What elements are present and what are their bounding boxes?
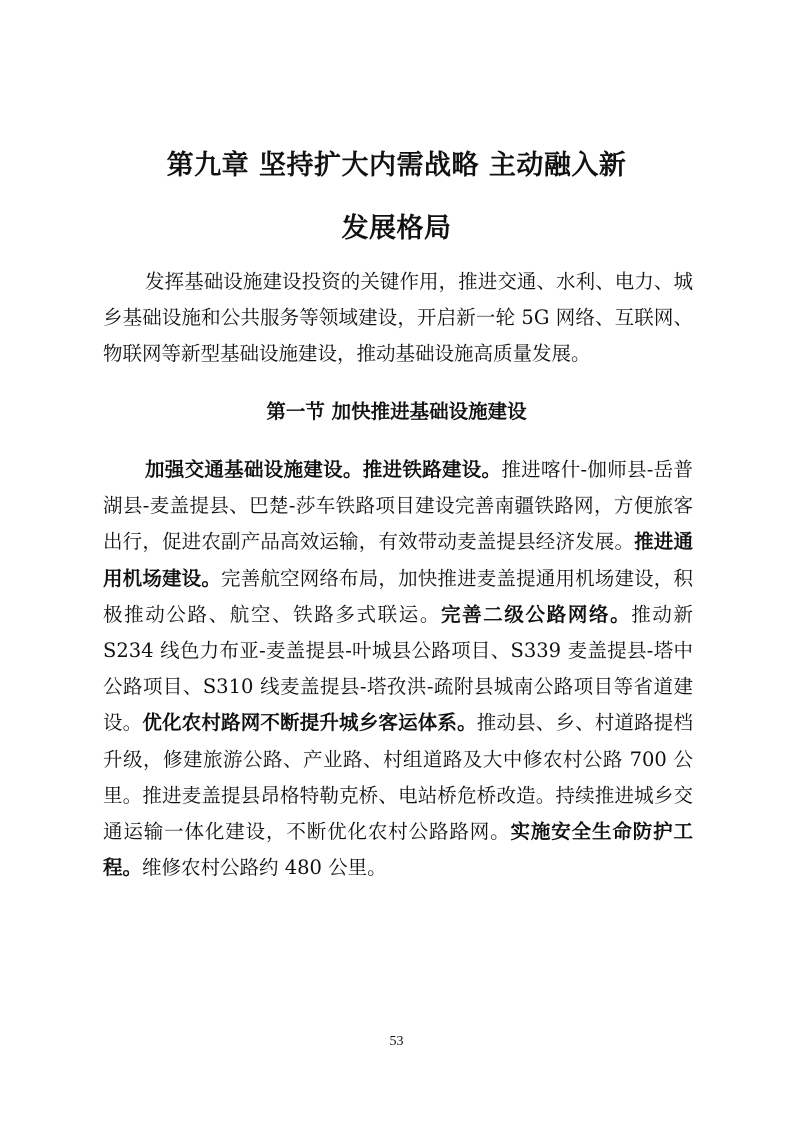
text-airport: 完善航空网络布局，加快推进麦盖提通用机场建设，积极推动公路、航空、铁路多式联运。 (103, 566, 693, 626)
body-paragraph (103, 452, 693, 886)
chapter-title-line-1: 第九章 坚持扩大内需战略 主动融入新 (166, 150, 627, 181)
intro-paragraph: 发挥基础设施建设投资的关键作用，推进交通、水利、电力、城乡基础设施和公共服务等领域建设，开启新一轮 5G 网络、互联网、物联网等新型基础设施建设，推动基础设施高质量发展。 (103, 270, 693, 366)
chapter-title-line-2: 发展格局 (341, 213, 452, 244)
text-safety-project: 维修农村公路约 480 公里。 (142, 856, 387, 880)
heading-transport-infrastructure: 加强交通基础设施建设。 (145, 458, 363, 481)
text-railway: 推进喀什-伽师县-岳普湖县-麦盖提县、巴楚-莎车铁路项目建设完善南疆铁路网，方便旅客出行，促进农副产品高效运输，有效带动麦盖提县经济发展。 (103, 458, 693, 554)
page-number: 53 (389, 1034, 404, 1049)
heading-highway: 完善二级公路网络。 (441, 602, 632, 626)
text-rural-roads: 推动县、乡、村道路提档升级，修建旅游公路、产业路、村组道路及大中修农村公路 700 公里。推进麦盖提县昂格特勒克桥、电站桥危桥改造。持续推进城乡交通运输一体化建设，不断优化农村公路路网。 (103, 711, 693, 844)
heading-safety-project: 实施安全生命防护工程。 (103, 820, 693, 880)
section-title: 第一节 加快推进基础设施建设 (266, 400, 527, 423)
heading-railway: 推进铁路建设。 (362, 458, 502, 481)
heading-rural-roads: 优化农村路网不断提升城乡客运体系。 (142, 711, 477, 735)
text-highway: 推动新 S234 线色力布亚-麦盖提县-叶城县公路项目、S339 麦盖提县-塔中公路项目、S310 线麦盖提县-塔孜洪-疏附县城南公路项目等省道建设。 (103, 602, 693, 735)
heading-airport: 推进通用机场建设。 (103, 530, 693, 590)
